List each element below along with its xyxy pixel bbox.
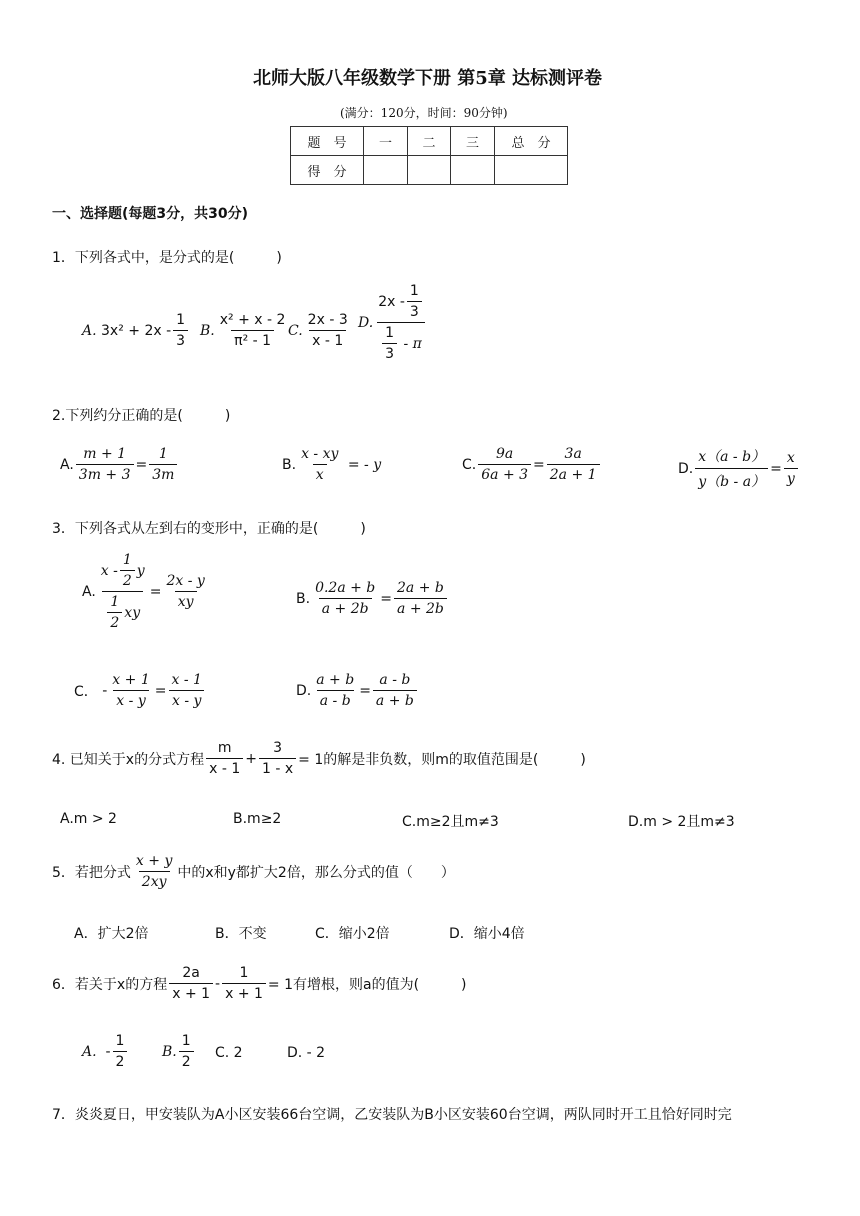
question-1-stem: 1．下列各式中，是分式的是( ) (52, 250, 282, 266)
fraction: $\frac{1}{3}$ (173, 312, 188, 349)
option-label: C. (462, 456, 477, 473)
option-label: B. (162, 1043, 177, 1060)
score-input-cell[interactable] (495, 156, 568, 185)
q4-option-c[interactable]: C.m≥2且m≠3 (402, 814, 499, 830)
option-label: D. (296, 682, 312, 699)
q6-option-a[interactable]: A. - $\frac{1}{2}$ (82, 1033, 129, 1070)
complex-fraction: 2x - $\frac{1}{3}$ $\frac{1}{3}$ - π (375, 283, 427, 362)
score-table (290, 126, 568, 185)
score-input-cell[interactable] (408, 156, 451, 185)
option-label: B. (200, 322, 215, 339)
q6-option-c[interactable]: C. 2 (215, 1045, 243, 1061)
q2-option-c[interactable]: C. $\frac{9a}{6a + 3}$ = $\frac{3a}{2a + 1}$ (462, 446, 602, 483)
page-subtitle: (满分：120分，时间：90分钟) (340, 106, 508, 120)
question-4-stem: 4. 已知关于x的分式方程 $\frac{m}{x - 1}$ + $\frac{3}{1 - x}$ = 1的解是非负数，则m的取值范围是( ) (52, 740, 586, 777)
q1-option-b[interactable] (200, 312, 290, 349)
q5-option-d[interactable]: D．缩小4倍 (449, 926, 525, 942)
score-table-cell: 二 (408, 127, 451, 156)
score-table-cell: 一 (364, 127, 408, 156)
score-input-cell[interactable] (451, 156, 495, 185)
option-label: A. (82, 583, 96, 600)
score-table-cell: 得 分 (291, 156, 364, 185)
option-label: A. (60, 456, 74, 473)
page-title: 北师大版八年级数学下册 第5章 达标测评卷 (253, 68, 603, 89)
question-2-stem: 2.下列约分正确的是( ) (52, 408, 231, 424)
option-label: D. (678, 460, 694, 477)
option-label: C. (288, 322, 303, 339)
q5-option-c[interactable]: C．缩小2倍 (315, 926, 390, 942)
q4-option-d[interactable]: D.m > 2且m≠3 (628, 814, 735, 830)
q1-option-c[interactable] (288, 312, 353, 349)
option-label: A. (82, 322, 97, 339)
option-label: B. (282, 456, 297, 473)
option-label: D. (358, 314, 374, 331)
q2-option-d[interactable]: D. $\frac{x(a - b)}{y(b - a)}$ = $\frac{x}{y}$ (678, 446, 800, 491)
fraction: $\frac{\text{x² + x - 2}}{\text{π² - 1}}$ (219, 312, 286, 349)
score-table-cell: 总 分 (495, 127, 568, 156)
option-label: B. (296, 590, 311, 607)
question-7-stem: 7．炎炎夏日，甲安装队为A小区安装66台空调，乙安装队为B小区安装60台空调，两队同时开工且恰好同时完 (52, 1107, 732, 1123)
option-label: C． (74, 683, 98, 700)
option-label: A. (82, 1043, 97, 1060)
question-5-stem: 5．若把分式 $\frac{x + y}{2xy}$ 中的x和y都扩大2倍，那么分式的值（ ） (52, 853, 455, 890)
q3-option-d[interactable]: D. $\frac{a + b}{a - b}$ = $\frac{a - b}{a + b}$ (296, 672, 419, 709)
fraction: $\frac{2x - 3}{x - 1}$ (307, 312, 348, 349)
q1-option-d[interactable] (358, 283, 429, 362)
score-table-cell: 三 (451, 127, 495, 156)
q2-option-a[interactable]: A. $\frac{m + 1}{3m + 3}$ = $\frac{1}{3m}$ (60, 446, 179, 483)
q5-option-b[interactable]: B．不变 (215, 926, 267, 942)
q6-option-b[interactable]: B. $\frac{1}{2}$ (162, 1033, 196, 1070)
q5-option-a[interactable]: A．扩大2倍 (74, 926, 149, 942)
q3-option-b[interactable]: B. $\frac{0.2a + b}{a + 2b}$ = $\frac{2a + b}{a + 2b}$ (296, 580, 449, 617)
score-table-cell: 题 号 (291, 127, 364, 156)
q6-option-d[interactable]: D. - 2 (287, 1045, 326, 1061)
expression: 3x² + 2x - (101, 322, 172, 339)
q2-option-b[interactable]: B. $\frac{x - xy}{x}$ = - y (282, 446, 382, 483)
q3-option-c[interactable]: C． - $\frac{x + 1}{x - y}$ = $\frac{x - 1}{x - y}$ (74, 672, 207, 709)
question-3-stem: 3．下列各式从左到右的变形中，正确的是( ) (52, 521, 366, 537)
q1-option-a[interactable] (82, 312, 190, 349)
complex-fraction: x - $\frac{1}{2}$ y $\frac{1}{2}$ xy (100, 552, 145, 631)
q4-option-a[interactable]: A.m > 2 (60, 811, 117, 827)
score-input-cell[interactable] (364, 156, 408, 185)
q3-option-a[interactable]: A. x - $\frac{1}{2}$ y $\frac{1}{2}$ xy = $\frac{2x - y}{xy}$ (82, 552, 205, 631)
section-title: 一、选择题(每题3分，共30分) (52, 206, 249, 222)
q4-option-b[interactable]: B.m≥2 (233, 811, 282, 827)
question-6-stem: 6．若关于x的方程 $\frac{2a}{x + 1}$ - $\frac{1}{x + 1}$ = 1有增根，则a的值为( ) (52, 965, 467, 1002)
